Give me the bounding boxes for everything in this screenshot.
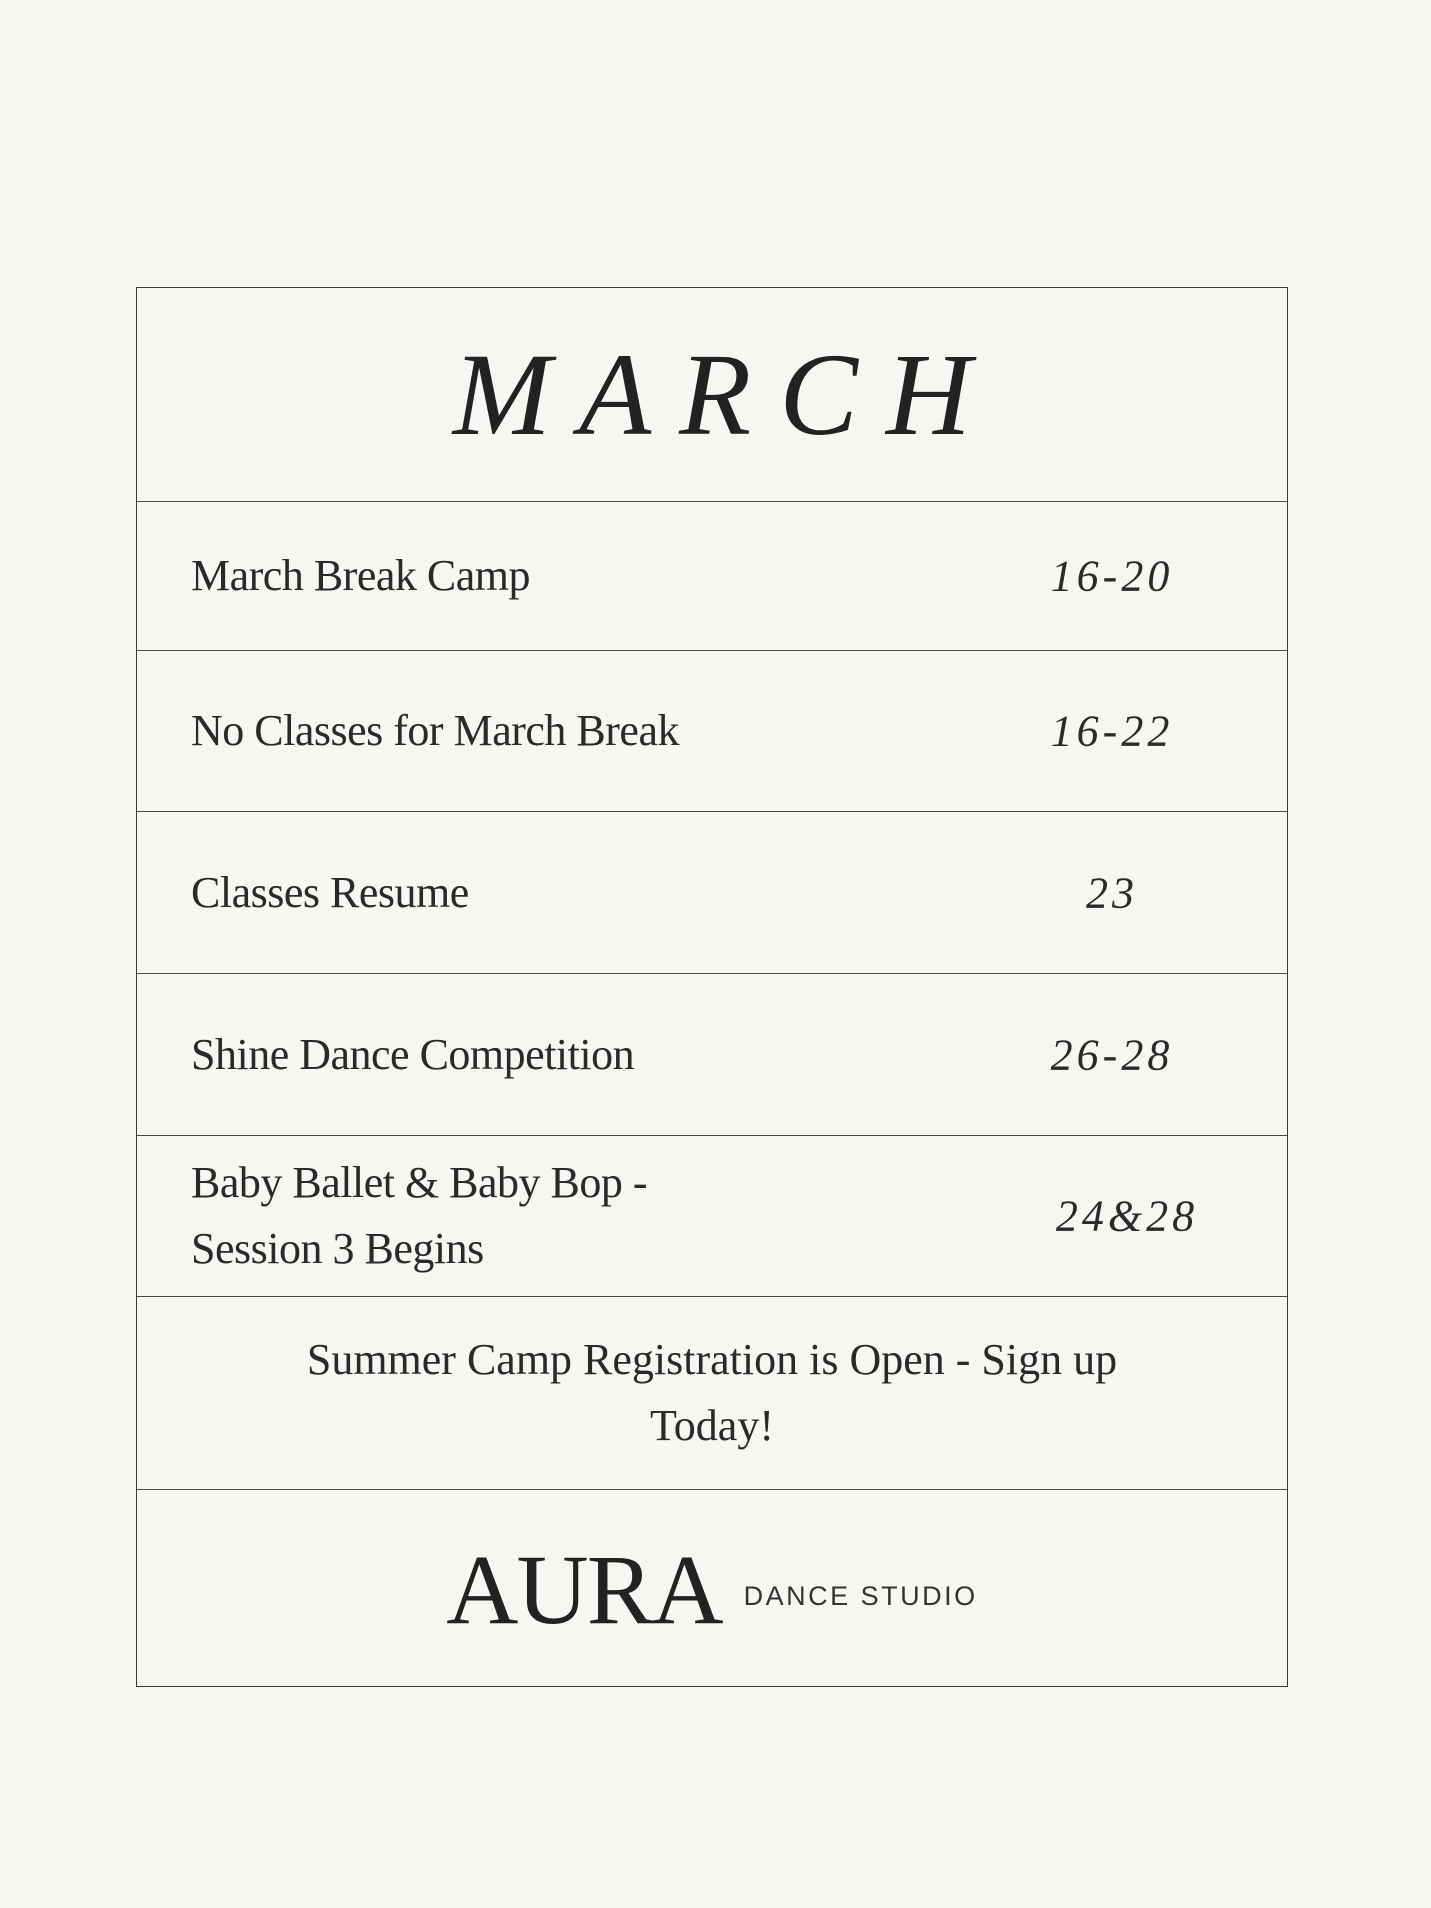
event-date: 16-20 [1050,551,1174,601]
event-label: Baby Ballet & Baby Bop - Session 3 Begins [191,1158,648,1273]
logo-tagline: DANCE STUDIO [743,1580,978,1611]
event-date: 16-22 [1050,706,1174,756]
event-row [137,650,1287,811]
studio-logo [137,1490,1287,1688]
month-title: MARCH [452,328,1000,460]
event-row [137,1135,1287,1296]
event-date: 24&28 [1055,1191,1199,1241]
calendar-card [136,287,1288,1687]
registration-text: Summer Camp Registration is Open - Sign up Today! [306,1335,1118,1450]
month-header [137,288,1287,501]
event-label: Shine Dance Competition [191,1029,635,1079]
event-date: 26-28 [1050,1030,1174,1079]
event-date: 23 [1086,868,1138,917]
event-label: No Classes for March Break [191,706,679,755]
event-label: Classes Resume [191,867,469,917]
registration-banner [137,1296,1287,1489]
event-label: March Break Camp [191,551,530,600]
footer [137,1489,1287,1688]
logo-brand: AURA [446,1533,722,1645]
event-row [137,501,1287,650]
event-row [137,811,1287,973]
event-row [137,973,1287,1135]
